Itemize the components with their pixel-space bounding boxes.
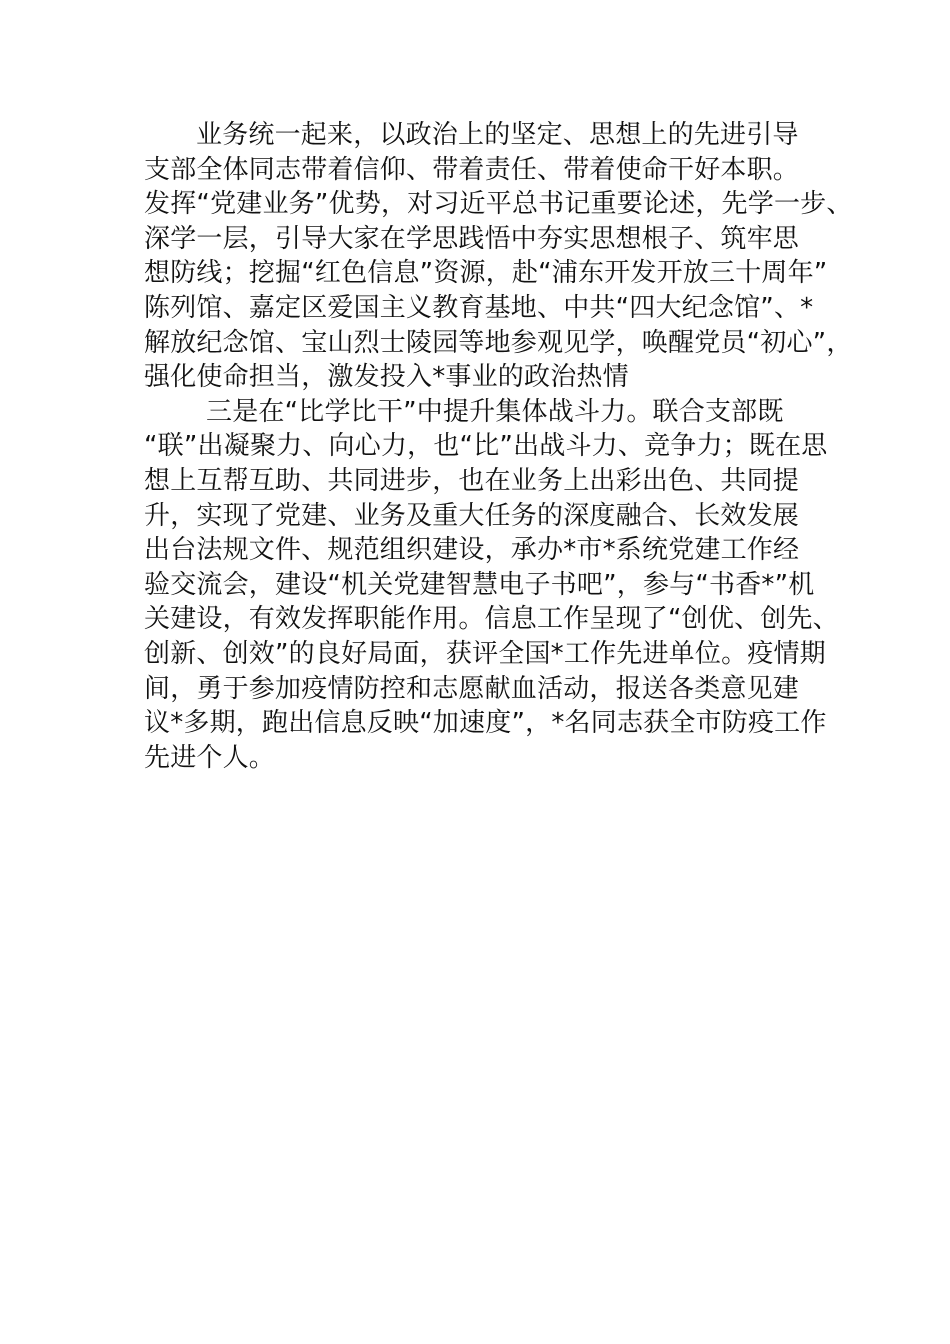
paragraph-1-line-1: 业务统一起来，以政治上的坚定、思想上的先进引导: [196, 120, 799, 150]
paragraph-1-line-3: 发挥“党建业务”优势，对习近平总书记重要论述，先学一步、: [144, 189, 853, 220]
paragraph-1-line-8: 强化使命担当，激发投入*事业的政治热情: [144, 362, 629, 393]
paragraph-2-line-11: 先进个人。: [144, 742, 276, 773]
paragraph-2-line-5: 出台法规文件、规范组织建设，承办*市*系统党建工作经: [144, 535, 800, 566]
paragraph-1-line-2: 支部全体同志带着信仰、带着责任、带着使命干好本职。: [144, 154, 800, 185]
paragraph-2-line-7: 关建设，有效发挥职能作用。信息工作呈现了“创优、创先、: [144, 604, 839, 635]
paragraph-2-line-9: 间，勇于参加疫情防控和志愿献血活动，报送各类意见建: [144, 673, 800, 704]
paragraph-2-line-8: 创新、创效”的良好局面，获评全国*工作先进单位。疫情期: [144, 638, 826, 669]
paragraph-2-line-4: 升，实现了党建、业务及重大任务的深度融合、长效发展: [144, 500, 800, 531]
paragraph-2-line-2: “联”出凝聚力、向心力，也“比”出战斗力、竞争力；既在思: [144, 431, 828, 462]
paragraph-2-line-3: 想上互帮互助、共同进步，也在业务上出彩出色、共同提: [144, 465, 800, 496]
paragraph-2-line-10: 议*多期，跑出信息反映“加速度”，*名同志获全市防疫工作: [144, 708, 827, 739]
paragraph-1-line-7: 解放纪念馆、宝山烈士陵园等地参观见学，唤醒党员“初心”，: [144, 327, 853, 358]
body-text: [144, 118, 853, 775]
paragraph-1-line-4: 深学一层，引导大家在学思践悟中夯实思想根子、筑牢思: [144, 223, 800, 254]
paragraph-2-line-6: 验交流会，建设“机关党建智慧电子书吧”，参与“书香*”机: [144, 569, 815, 600]
paragraph-1-line-6: 陈列馆、嘉定区爱国主义教育基地、中共“四大纪念馆”、*: [144, 292, 814, 323]
paragraph-1-line-5: 想防线；挖掘“红色信息”资源，赴“浦东开发开放三十周年”: [144, 258, 828, 289]
paragraph-2-line-1: 三是在“比学比干”中提升集体战斗力。联合支部既: [206, 396, 784, 427]
